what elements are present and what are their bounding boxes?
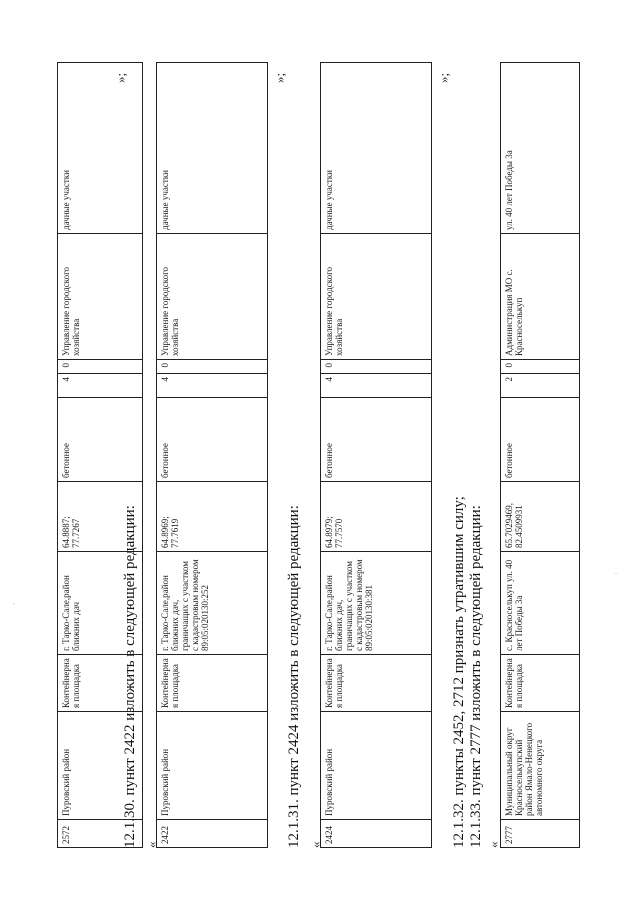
cell-type: Контейнерная площадка xyxy=(157,655,268,712)
cell-volume: 0 xyxy=(321,360,432,374)
cell-coordinates: 65.7029469, 82.4509931 xyxy=(501,482,580,552)
cell-owner: Администрация МО с. Красноселькуп xyxy=(501,234,580,360)
closing-quote: »; xyxy=(113,72,128,83)
cell-coordinates: 64.8979; 77.7570 xyxy=(321,482,432,552)
cell-volume: 0 xyxy=(501,360,580,374)
cell-surface: бетонное xyxy=(58,398,143,482)
paragraph-12-1-31: 12.1.31. пункт 2424 изложить в следующей редакции: xyxy=(286,505,302,848)
cell-type: Контейнерная площадка xyxy=(321,655,432,712)
table-row xyxy=(321,63,432,848)
cell-type: Контейнерная площадка xyxy=(501,655,580,712)
cell-district: Пуровский район xyxy=(58,712,143,820)
cell-source: дачные участки xyxy=(321,63,432,234)
cell-district: Муниципальный округ Красноселькупский район Ямало-Ненецкого автономного округа xyxy=(501,712,580,820)
cell-district: Пуровский район xyxy=(321,712,432,820)
paragraph-12-1-30: 12.1.30. пункт 2422 изложить в следующей редакции: xyxy=(122,505,138,848)
cell-number: 2422 xyxy=(157,820,268,848)
cell-number: 2424 xyxy=(321,820,432,848)
cell-surface: бетонное xyxy=(321,398,432,482)
cell-address: с. Красноселькуп ул. 40 лет Победы 3а xyxy=(501,552,580,655)
cell-owner: Управление городского хозяйства xyxy=(321,234,432,360)
table-row-2777 xyxy=(500,62,580,848)
cell-address: г. Тарко-Сале,район ближних дач, граничащих с участком с кадастровым номером 89:05:020130:381 xyxy=(321,552,432,655)
cell-source: дачные участки xyxy=(157,63,268,234)
cell-count: 4 xyxy=(321,374,432,398)
table-row xyxy=(501,63,580,848)
cell-count: 4 xyxy=(157,374,268,398)
cell-type: Контейнерная площадка xyxy=(58,655,143,712)
edge-mark: · xyxy=(10,602,19,605)
cell-count: 4 xyxy=(58,374,143,398)
cell-number: 2572 xyxy=(58,820,143,848)
cell-coordinates: 64.8887; 77.7267 xyxy=(58,482,143,552)
table-row-2424 xyxy=(320,62,432,848)
cell-volume: 0 xyxy=(58,360,143,374)
table-row xyxy=(157,63,268,848)
cell-number: 2777 xyxy=(501,820,580,848)
closing-quote: »; xyxy=(272,72,287,83)
opening-quote: « xyxy=(144,841,159,848)
cell-owner: Управление городского хозяйства xyxy=(157,234,268,360)
edge-mark: · xyxy=(612,572,621,575)
cell-address: г. Тарко-Сале,район ближних дач, граничащих с участком с кадастровым номером 89:05:020130:252 xyxy=(157,552,268,655)
paragraph-12-1-32: 12.1.32. пункты 2452, 2712 признать утратившим силу; xyxy=(451,496,467,848)
cell-surface: бетонное xyxy=(501,398,580,482)
paragraph-12-1-33: 12.1.33. пункт 2777 изложить в следующей редакции: xyxy=(468,505,484,848)
cell-volume: 0 xyxy=(157,360,268,374)
cell-address: г. Тарко-Сале,район ближних дач xyxy=(58,552,143,655)
cell-source: дачные участки xyxy=(58,63,143,234)
cell-district: Пуровский район xyxy=(157,712,268,820)
closing-quote: »; xyxy=(436,72,451,83)
table-row-2422 xyxy=(156,62,268,848)
opening-quote: « xyxy=(308,841,323,848)
cell-source: ул. 40 лет Победы 3а xyxy=(501,63,580,234)
cell-surface: бетонное xyxy=(157,398,268,482)
cell-owner: Управление городского хозяйства xyxy=(58,234,143,360)
opening-quote: « xyxy=(486,841,501,848)
cell-count: 2 xyxy=(501,374,580,398)
cell-coordinates: 64.8969; 77.7619 xyxy=(157,482,268,552)
